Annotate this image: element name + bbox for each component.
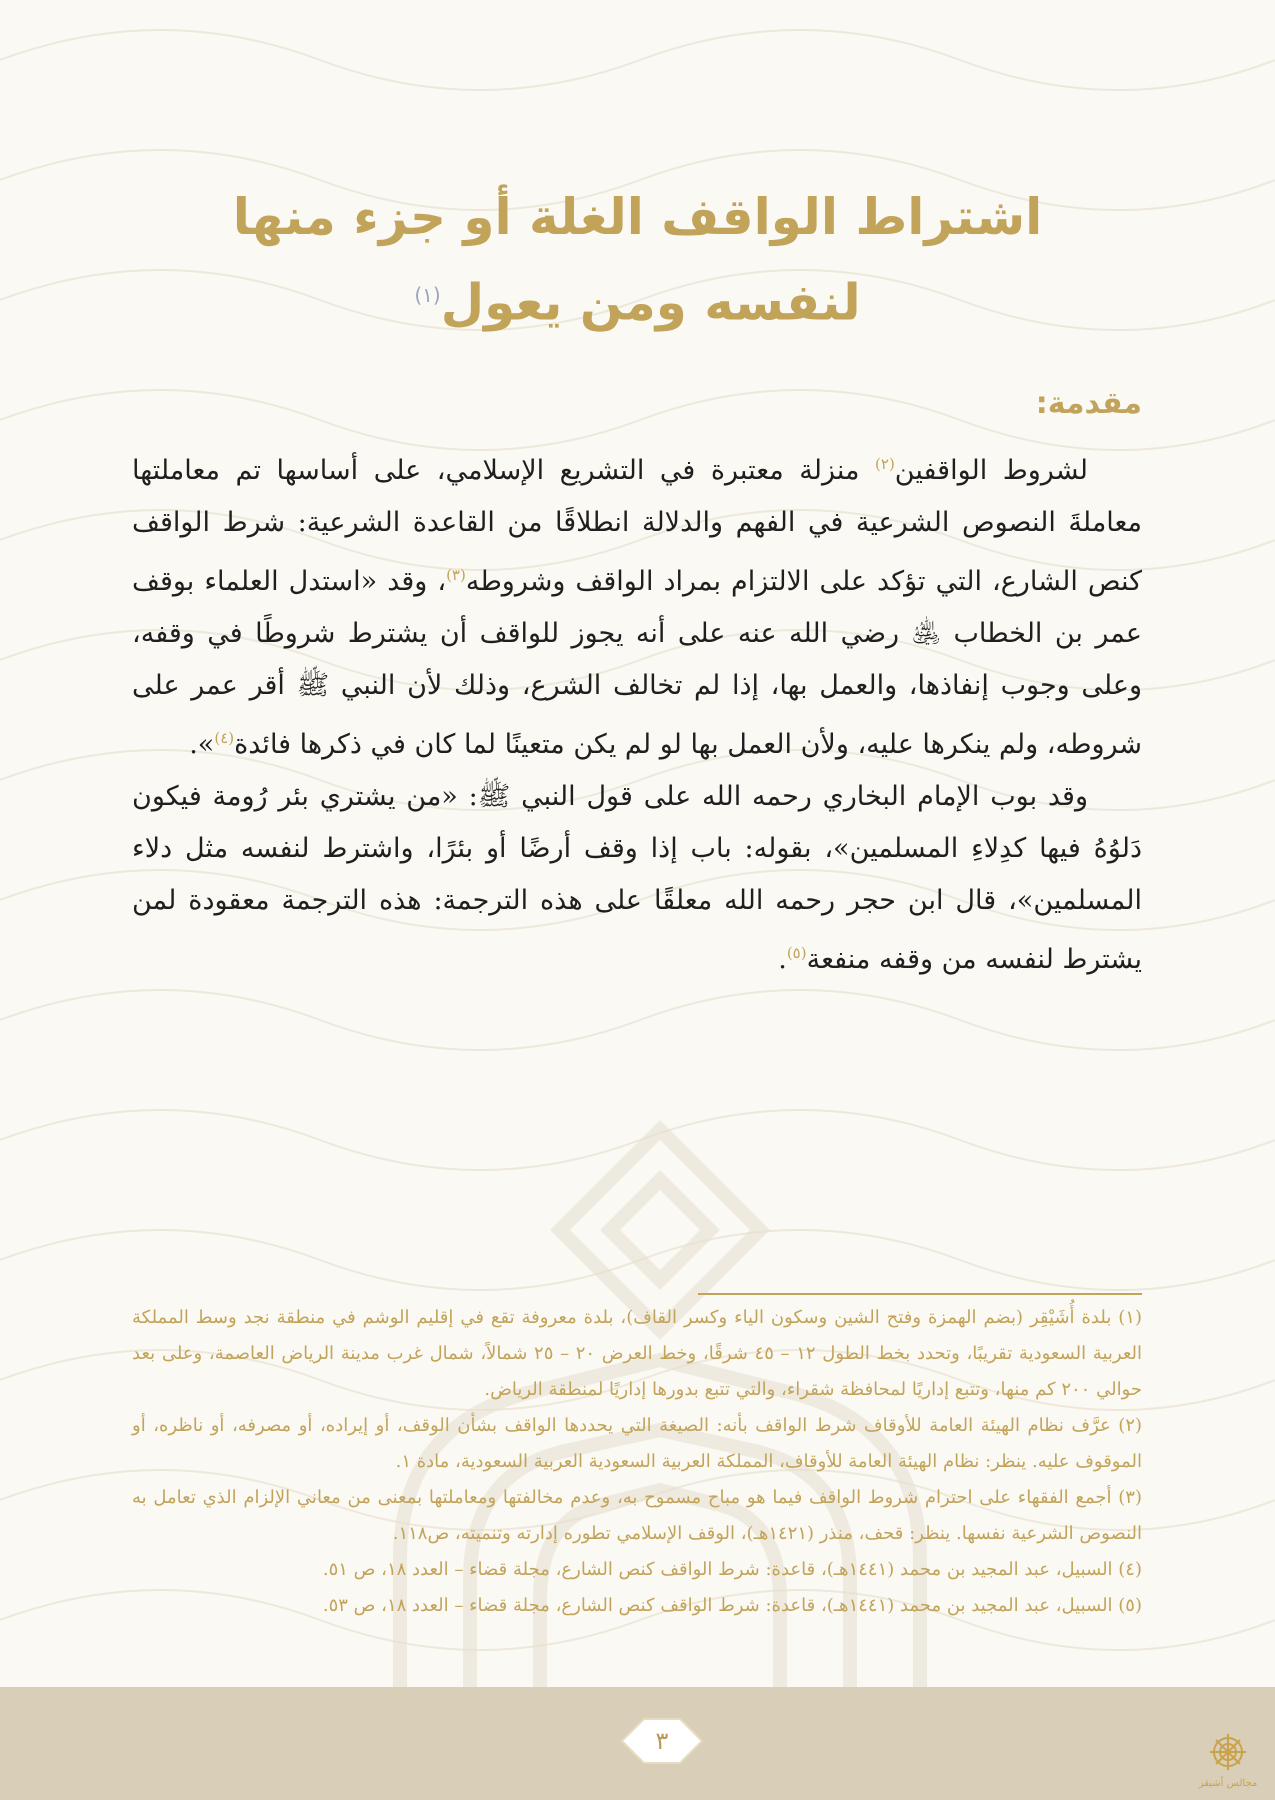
section-heading: مقدمة: — [1035, 386, 1142, 421]
footnote-ref-3[interactable]: (٣) — [446, 566, 466, 584]
footnote-3: (٣) أجمع الفقهاء على احترام شروط الواقف فيما هو مباح مسموح به، وعدم مخالفتها ومعاملتها بمعنى من معاني الإلزام الذي تعامل به النصوص الشرعية نفسها. ينظر: قحف، منذر (١٤٢١هـ)، الوقف الإسلامي تطوره إدارته وتنميته، ص١١٨. — [132, 1487, 1142, 1544]
footnote-ref-2[interactable]: (٢) — [875, 455, 895, 473]
page-title — [140, 178, 1135, 342]
paragraph-1 — [132, 438, 1142, 771]
page-number: ٣ — [655, 1727, 669, 1755]
paragraph-2-text-b: . — [778, 944, 787, 975]
footnote-5: (٥) السبيل، عبد المجيد بن محمد (١٤٤١هـ)، قاعدة: شرط الواقف كنص الشارع، مجلة قضاء – العدد ١٨، ص ٥٣. — [322, 1595, 1142, 1616]
footnote-ref-5[interactable]: (٥) — [786, 944, 807, 962]
paragraph-1-text-c: ، وقد «استدل العلماء بوقف عمر بن الخطاب ﵁ رضي الله عنه على أنه يجوز للواقف أن يشترط شروطًا في وقفه، وعلى وجوب إنفاذها، والعمل بها، إذا لم تخالف الشرع، وذلك لأن النبي ﷺ أقر عمر على شروطه، ولم ينكرها عليه، ولأن العمل بها لو لم يكن متعينًا لما كان في ذكرها فائدة — [132, 566, 1142, 760]
footnote-1: (١) بلدة أُشَيْقِر (بضم الهمزة وفتح الشين وسكون الياء وكسر القاف)، بلدة معروفة تقع في إقليم الوشم في منطقة نجد وسط المملكة العربية السعودية تقريبًا، وتحدد بخط الطول ١٢ – ٤٥ شرقًا، وخط العرض ٢٠ – ٢٥ شمالاً، شمال غرب مدينة الرياض العاصمة، وعلى بعد حوالي ٢٠٠ كم منها، وتتبع إداريًا لمحافظة شقراء، والتي تتبع بدورها إداريًا لمنطقة الرياض. — [132, 1307, 1142, 1400]
footnote-4: (٤) السبيل، عبد المجيد بن محمد (١٤٤١هـ)، قاعدة: شرط الواقف كنص الشارع، مجلة قضاء – العدد ١٨، ص ٥١. — [322, 1559, 1142, 1580]
footnote-2: (٢) عرَّف نظام الهيئة العامة للأوقاف شرط الواقف بأنه: الصيغة التي يحددها الواقف بشأن الوقف، أو إيراده، أو مصرفه، أو ناظره، أو الموقوف عليه. ينظر: نظام الهيئة العامة للأوقاف، المملكة العربية السعودية العربية السعودية، مادة ١. — [132, 1415, 1143, 1472]
paragraph-1-text-b: منزلة معتبرة في التشريع الإسلامي، على أساسها تم معاملتها معاملةَ النصوص الشرعية في الفهم والدلالة انطلاقًا من القاعدة الشرعية: شرط الواقف كنص الشارع، التي تؤكد على الالتزام بمراد الواقف وشروطه — [132, 455, 1142, 597]
title-line-2-text: لنفسه ومن يعول — [440, 273, 861, 332]
paragraph-2 — [132, 771, 1142, 986]
title-line-1: اشتراط الواقف الغلة أو جزء منها — [232, 188, 1043, 246]
paragraph-1-text-a: لشروط الواقفين — [894, 455, 1089, 486]
footnote-divider — [698, 1293, 1142, 1295]
paragraph-1-text-d: ». — [189, 729, 215, 760]
brand-logo — [1196, 1728, 1260, 1792]
body-text — [132, 438, 1142, 986]
footnote-ref-4[interactable]: (٤) — [214, 729, 235, 747]
title-line-2 — [140, 256, 1135, 342]
footnotes — [132, 1300, 1142, 1624]
title-footnote-ref[interactable]: (١) — [414, 283, 441, 307]
brand-text: مجالس أشيقر — [1198, 1778, 1258, 1789]
paragraph-2-text-a: وقد بوب الإمام البخاري رحمه الله على قول النبي ﷺ: «من يشتري بئر رُومة فيكون دَلوُهُ فيها كدِلاءِ المسلمين»، بقوله: باب إذا وقف أرضًا أو بئرًا، واشترط لنفسه مثل دلاء المسلمين»، قال ابن حجر رحمه الله معلقًا على هذه الترجمة: هذه الترجمة معقودة لمن يشترط لنفسه من وقفه منفعة — [132, 781, 1142, 975]
